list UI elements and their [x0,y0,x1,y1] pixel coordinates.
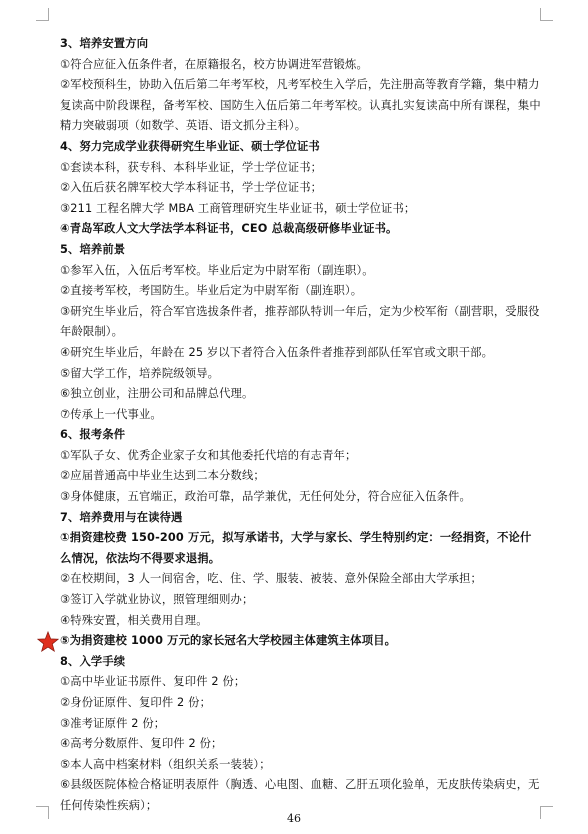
list-item: ③身体健康，五官端正，政治可靠，品学兼优，无任何处分，符合应征入伍条件。 [60,490,471,504]
list-item: ③签订入学就业协议，照管理细则办； [60,593,254,607]
list-item: ②军校预科生，协助入伍后第二年考军校，凡考军校生入学后，先注册高等教育学籍，集中精力复读高中阶段课程，备考军校、国防生入伍后第二年考军校。认真扎实复读高中所有课程，集中精力突破弱项（如数学、英语、语文抓分主科）。 [60,78,541,133]
list-item: ②直接考军校，考国防生。毕业后定为中尉军衔（副连职）。 [60,284,363,298]
list-item: ②身份证原件、复印件 2 份； [60,696,212,709]
list-item: ⑥独立创业，注册公司和品牌总代理。 [60,387,254,401]
list-item: ②应届普通高中毕业生达到二本分数线； [60,469,265,483]
page-content [48,34,542,817]
list-item: ⑤留大学工作，培养院级领导。 [60,366,220,380]
list-item: ①捐资建校费 150-200 万元，拟写承诺书，大学与家长、学生特别约定：一经捐资，不论什么情况，依法均不得要求退捐。 [60,531,532,565]
starred-item-text: ⑤为捐资建校 1000 万元的家长冠名大学校园主体建筑主体项目。 [60,634,397,648]
list-item: ⑥县级医院体检合格证明表原件（胸透、心电图、血糖、乙肝五项化验单，无皮肤传染病史，无任何传染性疾病）； [60,778,540,812]
section-3-title: 3、培养安置方向 [60,37,149,50]
list-item: ①套读本科，获专科、本科毕业证，学士学位证书； [60,160,323,174]
list-item: ⑤本人高中档案材料（组织关系一装装）； [60,757,271,771]
page-number: 46 [287,812,301,825]
list-item: ③211 工程名牌大学 MBA 工商管理研究生毕业证书，硕士学位证书； [60,201,416,215]
list-item: ②入伍后获名牌军校大学本科证书，学士学位证书； [60,181,323,195]
list-item: ④高考分数原件、复印件 2 份； [60,737,223,751]
list-item: ①高中毕业证书原件、复印件 2 份； [60,675,246,689]
list-item: ⑦传承上一代事业。 [60,407,162,421]
list-item: ①参军入伍，入伍后考军校。毕业后定为中尉军衔（副连职）。 [60,263,374,277]
list-item: ④青岛军政人文大学法学本科证书，CEO 总裁高级研修毕业证书。 [60,222,398,236]
list-item: ③研究生毕业后，符合军官选拔条件者，推荐部队特训一年后，定为少校军衔（副营职，受服役年龄限制）。 [60,304,540,339]
section-8-title: 8、入学手续 [60,654,126,668]
list-item: ①军队子女、优秀企业家子女和其他委托代培的有志青年； [60,448,357,462]
section-5-title: 5、培养前景 [60,242,126,256]
list-item: ②在校期间，3 人一间宿舍，吃、住、学、服装、被装、意外保险全部由大学承担； [60,572,482,586]
section-4-title: 4、努力完成学业获得研究生毕业证、硕士学位证书 [60,139,320,153]
list-item-starred [48,631,542,652]
list-item: ①符合应征入伍条件者，在原籍报名，校方协调进军营锻炼。 [60,57,368,71]
section-6-title: 6、报考条件 [60,428,126,442]
crop-mark-top-right [540,8,553,21]
star-icon [37,631,59,653]
crop-mark-top-left [36,8,49,21]
list-item: ④研究生毕业后，年龄在 25 岁以下者符合入伍条件者推荐到部队任军官或文职干部。 [60,345,494,359]
list-item: ③准考证原件 2 份； [60,716,166,730]
section-7-title: 7、培养费用与在读待遇 [60,510,183,524]
list-item: ④特殊安置，相关费用自理。 [60,613,208,627]
